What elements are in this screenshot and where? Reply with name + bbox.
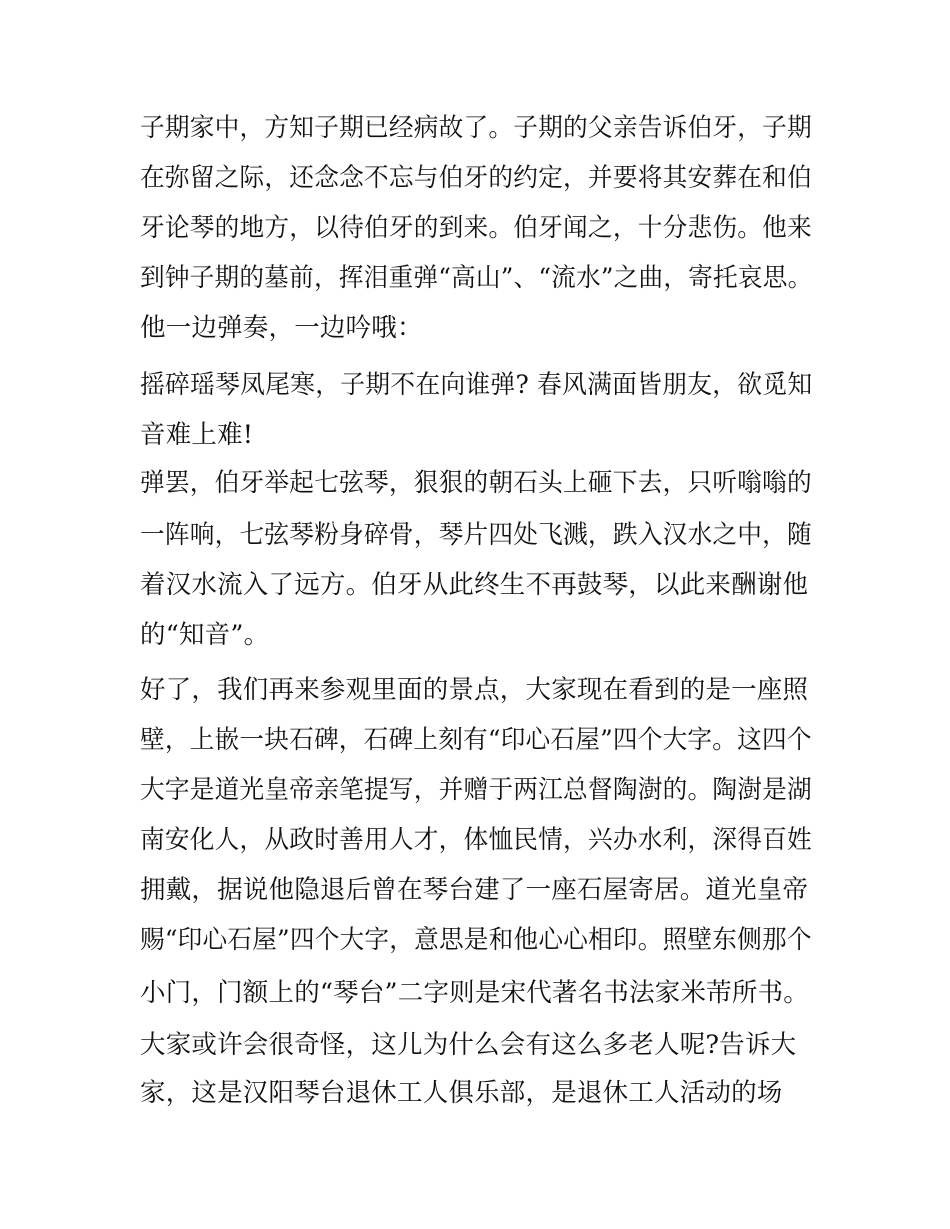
text-line: 赐“印心石屋”四个大字，意思是和他心心相印。照壁东侧那个 <box>140 925 812 955</box>
text-line: 着汉水流入了远方。伯牙从此终生不再鼓琴，以此来酬谢他 <box>140 570 809 600</box>
text-line: 南安化人，从政时善用人才，体恤民情，兴办水利，深得百姓 <box>140 825 812 855</box>
text-line: 到钟子期的墓前，挥泪重弹“高山”、“流水”之曲，寄托哀思。 <box>140 263 813 293</box>
text-line: 大字是道光皇帝亲笔提写，并赠于两江总督陶澍的。陶澍是湖 <box>140 775 812 805</box>
text-line: 他一边弹奏，一边吟哦： <box>140 313 423 343</box>
text-line: 壁，上嵌一块石碑，石碑上刻有“印心石屋”四个大字。这四个 <box>140 725 812 755</box>
text-line: 好了，我们再来参观里面的景点，大家现在看到的是一座照 <box>140 675 809 705</box>
text-line: 家，这是汉阳琴台退休工人俱乐部，是退休工人活动的场 <box>140 1078 783 1108</box>
text-line: 大家或许会很奇怪，这儿为什么会有这么多老人呢?告诉大 <box>140 1030 797 1060</box>
text-line: 在弥留之际，还念念不忘与伯牙的约定，并要将其安葬在和伯 <box>140 163 812 193</box>
text-line: 音难上难! <box>140 420 254 450</box>
text-line: 小门，门额上的“琴台”二字则是宋代著名书法家米芾所书。 <box>140 978 809 1008</box>
text-line: 一阵响，七弦琴粉身碎骨，琴片四处飞溅，跌入汉水之中，随 <box>140 520 812 550</box>
text-line: 牙论琴的地方，以待伯牙的到来。伯牙闻之，十分悲伤。他来 <box>140 213 812 243</box>
text-line: 弹罢，伯牙举起七弦琴，狠狠的朝石头上砸下去，只听嗡嗡的 <box>140 468 812 498</box>
text-line: 拥戴，据说他隐退后曾在琴台建了一座石屋寄居。道光皇帝 <box>140 875 809 905</box>
text-line: 的“知音”。 <box>140 620 270 650</box>
text-line: 摇碎瑶琴凤尾寒，子期不在向谁弹? 春风满面皆朋友，欲觅知 <box>140 370 813 400</box>
text-line: 子期家中，方知子期已经病故了。子期的父亲告诉伯牙，子期 <box>140 113 812 143</box>
